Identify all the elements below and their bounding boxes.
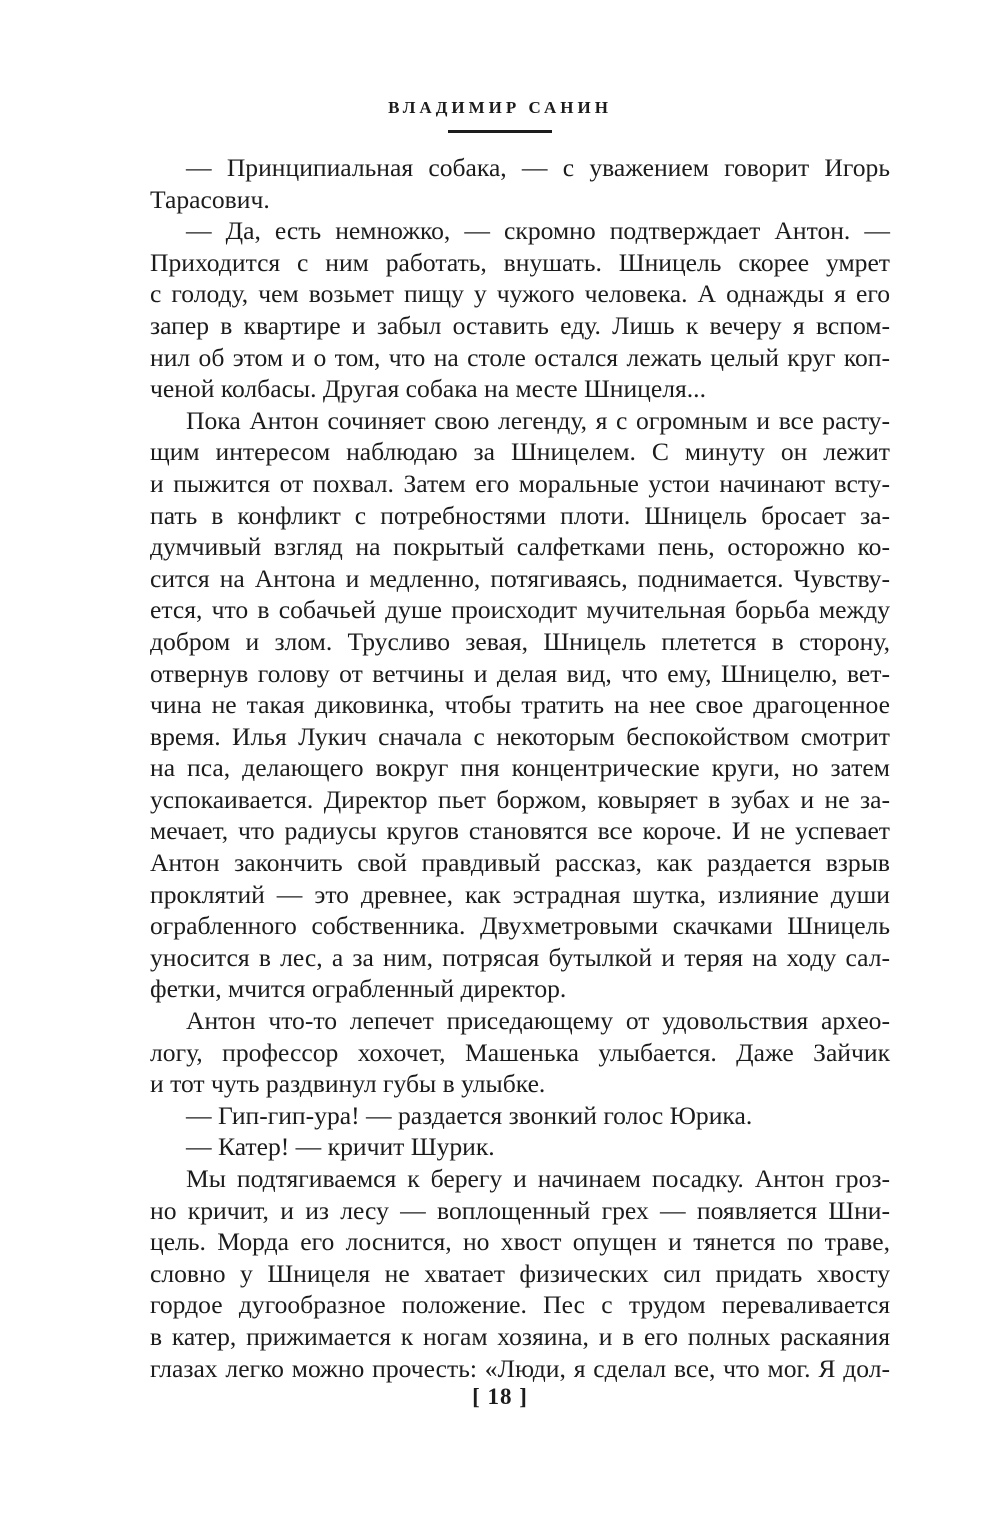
text-line: — Принципиальная собака, — с уважением говорит Игорь (186, 153, 890, 182)
text-line: успокаивается. Директор пьет боржом, ковыряет в зубах и не за- (150, 784, 890, 814)
text-line: цель. Морда его лоснится, но хвост опущен и тянется по траве, (150, 1227, 890, 1257)
text-line: время. Илья Лукич сначала с некоторым беспокойством смотрит (150, 721, 890, 751)
text-line: ченой колбасы. Другая собака на месте Шницеля... (150, 374, 706, 404)
text-line: ограбленного собственника. Двухметровыми скачками Шницель (150, 911, 890, 941)
text-line: щим интересом наблюдаю за Шницелем. С минуту он лежит (150, 437, 890, 467)
text-line: словно у Шницеля не хватает физических сил придать хвосту (150, 1258, 890, 1288)
text-line: и тот чуть раздвинул губы в улыбке. (150, 1069, 546, 1099)
text-line: пать в конфликт с потребностями плоти. Шницель бросает за- (150, 500, 890, 530)
header-rule (448, 130, 552, 133)
text-line: отвернув голову от ветчины и делая вид, что ему, Шницелю, вет- (150, 658, 890, 688)
text-line: — Гип-гип-ура! — раздается звонкий голос Юрика. (186, 1100, 753, 1130)
text-line: Пока Антон сочиняет свою легенду, я с огромным и все расту- (186, 405, 890, 435)
text-line: логу, профессор хохочет, Машенька улыбается. Даже Зайчик (150, 1037, 890, 1067)
text-line: мечает, что радиусы кругов становятся все короче. И не успевает (150, 816, 890, 846)
text-line: глазах легко можно прочесть: «Люди, я сделал все, что мог. Я дол- (150, 1353, 890, 1383)
text-line: и пыжится от похвал. Затем его моральные устои начинают всту- (150, 468, 890, 498)
text-line: — Да, есть немножко, — скромно подтверждает Антон. — (186, 216, 890, 246)
text-line: нил об этом и о том, что на столе остался лежать целый круг коп- (150, 342, 890, 372)
text-line: Тарасович. (150, 184, 270, 214)
text-line: уносится в лес, а за ним, потрясая бутылкой и теряя на ходу сал- (150, 942, 890, 972)
text-line: запер в квартире и забыл оставить еду. Лишь к вечеру я вспом- (150, 310, 890, 340)
text-line: Мы подтягиваемся к берегу и начинаем посадку. Антон гроз- (186, 1164, 890, 1193)
text-line: Антон закончить свой правдивый рассказ, как раздается взрыв (150, 848, 890, 878)
running-head-author: ВЛАДИМИР САНИН (388, 98, 612, 117)
text-line: Приходится с ним работать, внушать. Шницель скорее умрет (150, 247, 890, 277)
text-line: ется, что в собачьей душе происходит мучительная борьба между (150, 595, 890, 625)
text-line: думчивый взгляд на покрытый салфетками пень, осторожно ко- (150, 532, 890, 562)
text-line: сится на Антона и медленно, потягиваясь, поднимается. Чувству- (150, 563, 890, 593)
text-line: проклятий — это древнее, как эстрадная шутка, излияние души (150, 879, 890, 909)
text-line: гордое дугообразное положение. Пес с трудом переваливается (150, 1290, 890, 1320)
text-line: фетки, мчится ограбленный директор. (150, 974, 567, 1004)
text-line: на пса, делающего вокруг пня концентрические круги, но затем (150, 753, 890, 783)
text-line: в катер, прижимается к ногам хозяина, и в его полных раскаяния (150, 1321, 890, 1351)
text-line: чина не такая диковинка, чтобы тратить на нее свое драгоценное (150, 690, 890, 720)
text-line: — Катер! — кричит Шурик. (186, 1132, 495, 1162)
text-line: Антон что-то лепечет приседающему от удовольствия архео- (186, 1006, 890, 1036)
text-line: но кричит, и из лесу — воплощенный грех — появляется Шни- (150, 1195, 890, 1225)
text-line: с голоду, чем возьмет пищу у чужого человека. А однажды я его (150, 279, 890, 309)
page-number: [ 18 ] (472, 1384, 528, 1409)
body-text (150, 152, 890, 1384)
text-line: добром и злом. Трусливо зевая, Шницель плетется в сторону, (150, 626, 890, 656)
